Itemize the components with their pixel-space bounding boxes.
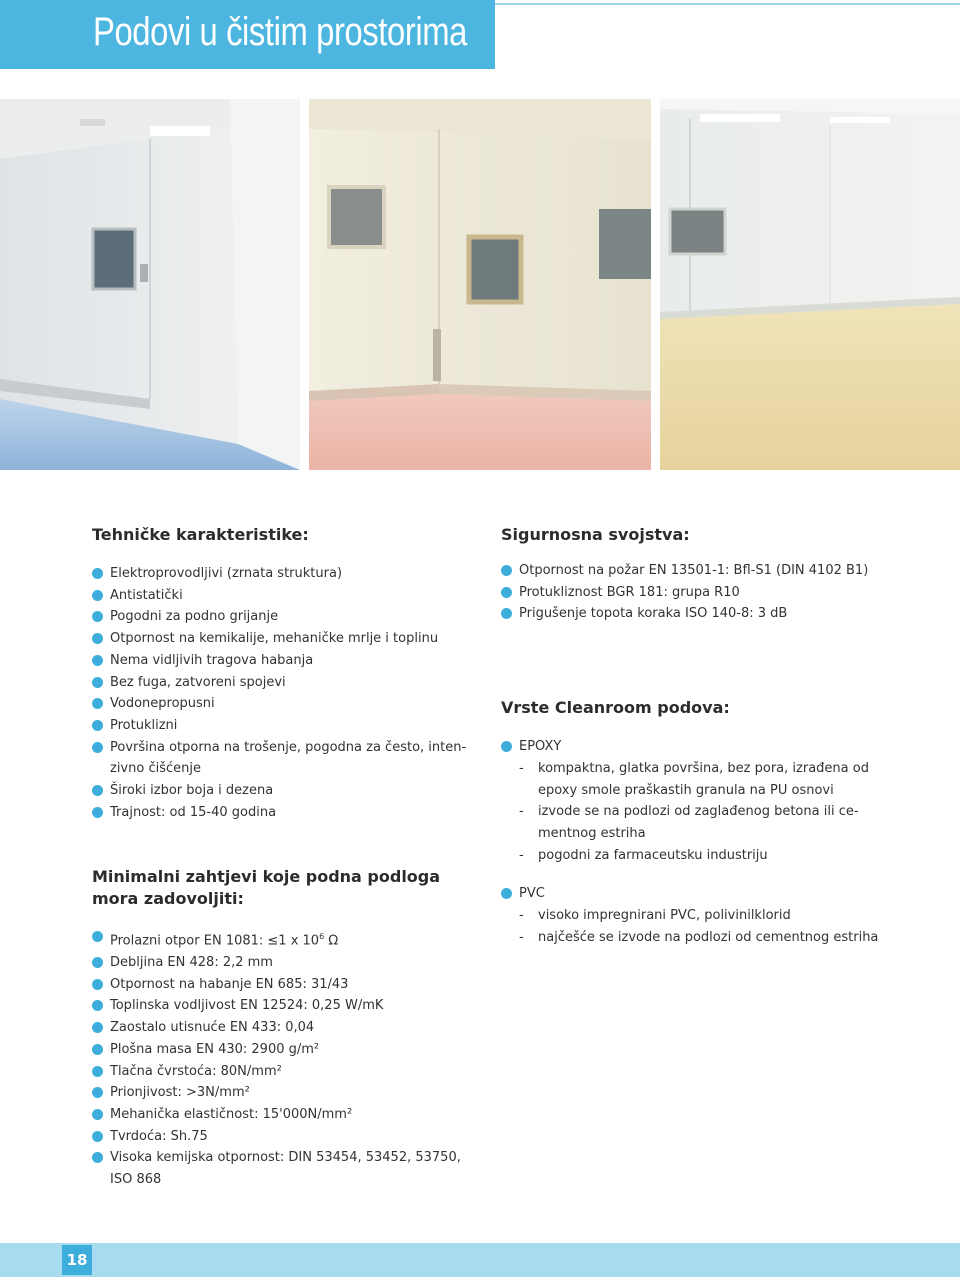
bullet-icon bbox=[92, 1131, 103, 1142]
bullet-icon bbox=[501, 741, 512, 752]
page-number: 18 bbox=[62, 1245, 92, 1275]
list-item: Protukliznost BGR 181: grupa R10 bbox=[501, 582, 868, 604]
footer-band bbox=[0, 1243, 960, 1277]
list-item: Nema vidljivih tragova habanja bbox=[92, 650, 466, 672]
list-item: PVC bbox=[501, 883, 545, 905]
list-item: Otpornost na požar EN 13501-1: Bfl-S1 (DIN 4102 B1) bbox=[501, 560, 868, 582]
bullet-icon bbox=[501, 888, 512, 899]
safety-heading: Sigurnosna svojstva: bbox=[501, 525, 690, 544]
sub-item: - pogodni za farmaceutsku industriju bbox=[519, 847, 768, 863]
sub-item: - najčešće se izvode na podlozi od cementnog estriha bbox=[519, 929, 879, 945]
bullet-icon bbox=[92, 1109, 103, 1120]
bullet-icon bbox=[92, 957, 103, 968]
title-rule bbox=[495, 3, 960, 5]
bullet-icon bbox=[501, 608, 512, 619]
bullet-icon bbox=[501, 565, 512, 576]
sub-item: - izvode se na podlozi od zaglađenog betona ili ce- bbox=[519, 804, 859, 820]
list-item: Toplinska vodljivost EN 12524: 0,25 W/mK bbox=[92, 995, 461, 1017]
bullet-icon bbox=[92, 677, 103, 688]
cleanroom-photo-blue-floor bbox=[0, 99, 300, 470]
list-item: Prionjivost: >3N/mm² bbox=[92, 1082, 461, 1104]
list-item: Elektroprovodljivi (zrnata struktura) bbox=[92, 563, 466, 585]
tech-list bbox=[92, 563, 466, 823]
sub-item: - kompaktna, glatka površina, bez pora, izrađena od bbox=[519, 761, 869, 776]
page-title: Podovi u čistim prostorima bbox=[93, 10, 467, 54]
epoxy-details bbox=[501, 758, 869, 867]
bullet-icon bbox=[92, 742, 103, 753]
bullet-icon bbox=[92, 807, 103, 818]
list-item: Bez fuga, zatvoreni spojevi bbox=[92, 672, 466, 694]
list-item: EPOXY bbox=[501, 736, 561, 758]
list-item: Zaostalo utisnuće EN 433: 0,04 bbox=[92, 1017, 461, 1039]
bullet-icon bbox=[92, 931, 103, 942]
bullet-icon bbox=[92, 1066, 103, 1077]
list-item: Otpornost na kemikalije, mehaničke mrlje i toplinu bbox=[92, 628, 466, 650]
list-item: Pogodni za podno grijanje bbox=[92, 606, 466, 628]
bullet-icon bbox=[92, 1022, 103, 1033]
list-item: Plošna masa EN 430: 2900 g/m² bbox=[92, 1039, 461, 1061]
bullet-icon bbox=[92, 611, 103, 622]
tech-heading: Tehničke karakteristike: bbox=[92, 525, 309, 544]
list-item: Tlačna čvrstoća: 80N/mm² bbox=[92, 1061, 461, 1083]
cleanroom-photo-beige-floor bbox=[660, 99, 960, 470]
bullet-icon bbox=[92, 1087, 103, 1098]
safety-list bbox=[501, 560, 868, 625]
list-item: Mehanička elastičnost: 15'000N/mm² bbox=[92, 1104, 461, 1126]
bullet-icon bbox=[92, 568, 103, 579]
bullet-icon bbox=[92, 1044, 103, 1055]
min-list bbox=[92, 926, 461, 1191]
list-item: Vodonepropusni bbox=[92, 693, 466, 715]
bullet-icon bbox=[92, 633, 103, 644]
bullet-icon bbox=[92, 1000, 103, 1011]
sub-item: - visoko impregnirani PVC, polivinilklorid bbox=[519, 908, 791, 923]
list-item: Tvrdoća: Sh.75 bbox=[92, 1126, 461, 1148]
sub-item-cont: mentnog estriha bbox=[538, 826, 646, 842]
types-heading: Vrste Cleanroom podova: bbox=[501, 698, 730, 717]
list-item: Prigušenje topota koraka ISO 140-8: 3 dB bbox=[501, 603, 868, 625]
list-item: Protuklizni bbox=[92, 715, 466, 737]
list-item: Prolazni otpor EN 1081: ≤1 x $10^6$ Ω bbox=[92, 926, 461, 952]
bullet-icon bbox=[92, 590, 103, 601]
bullet-icon bbox=[92, 655, 103, 666]
bullet-icon bbox=[92, 785, 103, 796]
bullet-icon bbox=[501, 587, 512, 598]
bullet-icon bbox=[92, 979, 103, 990]
min-heading: Minimalni zahtjevi koje podna podloga mora zadovoljiti: bbox=[92, 867, 441, 908]
list-item: Otpornost na habanje EN 685: 31/43 bbox=[92, 974, 461, 996]
bullet-icon bbox=[92, 720, 103, 731]
pvc-details bbox=[501, 905, 878, 948]
epoxy-list bbox=[501, 736, 561, 758]
list-item: Antistatički bbox=[92, 585, 466, 607]
sub-item-cont: epoxy smole praškastih granula na PU osnovi bbox=[538, 782, 834, 798]
bullet-icon bbox=[92, 698, 103, 709]
list-item: Trajnost: od 15-40 godina bbox=[92, 802, 466, 824]
bullet-icon bbox=[92, 1152, 103, 1163]
cleanroom-photo-pink-floor bbox=[309, 99, 651, 470]
list-item: Površina otporna na trošenje, pogodna za često, inten- zivno čišćenje bbox=[92, 737, 466, 780]
pvc-list bbox=[501, 883, 545, 905]
list-item: Debljina EN 428: 2,2 mm bbox=[92, 952, 461, 974]
list-item: Visoka kemijska otpornost: DIN 53454, 53452, 53750, ISO 868 bbox=[92, 1147, 461, 1190]
list-item: Široki izbor boja i dezena bbox=[92, 780, 466, 802]
title-band bbox=[0, 0, 495, 69]
